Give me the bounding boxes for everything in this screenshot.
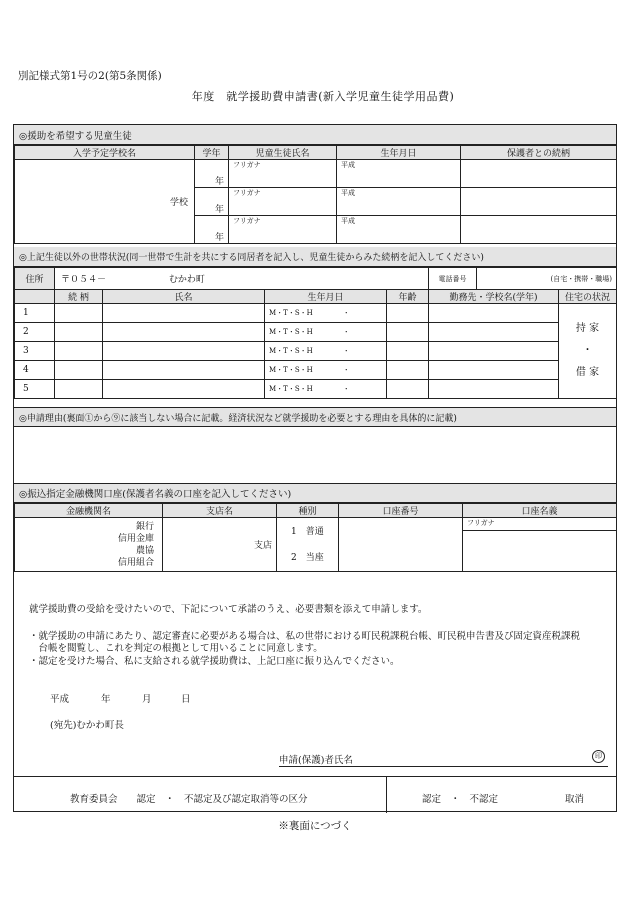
declaration-bullet1b: 台帳を閲覧し、これを判定の根拠として用いることに同意します。 (29, 643, 323, 654)
office-result: 認定 ・ 不認定 (422, 794, 499, 805)
house-dot: ・ (582, 345, 593, 356)
col-household-birth: 生年月日 (265, 290, 387, 304)
date-month: 月 (142, 694, 152, 705)
birth-field[interactable] (265, 342, 387, 361)
row-number: 4 (15, 361, 55, 380)
age-field[interactable] (387, 361, 429, 380)
work-field[interactable] (429, 342, 559, 361)
era-options: M・T・S・H (269, 385, 313, 393)
date-dot: ・ (342, 366, 350, 374)
section-reason-title: ◎申請理由(裏面①から⑨に該当しない場合に記載。経済状況など就学援助を必要とする理由を具体的に記載) (14, 407, 616, 427)
col-household-age: 年齢 (387, 290, 429, 304)
address-row (14, 267, 617, 290)
era-label: 平成 (341, 217, 355, 225)
table-row (15, 380, 617, 399)
relation-field[interactable] (55, 342, 103, 361)
row-number: 2 (15, 323, 55, 342)
col-grade: 学年 (195, 146, 229, 160)
relation-field[interactable] (55, 361, 103, 380)
col-household-name: 氏名 (103, 290, 265, 304)
birth-field[interactable] (265, 323, 387, 342)
account-holder-field[interactable] (463, 518, 617, 572)
declaration-main: 就学援助費の受給を受けたいので、下記について承諾のうえ、必要書類を添えて申請します。 (29, 604, 428, 615)
account-number-field[interactable] (339, 518, 463, 572)
work-field[interactable] (429, 304, 559, 323)
declaration-bullet1a: ・就学援助の申請にあたり、認定審査に必要がある場合は、私の世帯における町民税課税台帳、町民税申告書及び固定資産税課税 (29, 631, 581, 642)
furigana-label: フリガナ (233, 189, 261, 197)
col-relation: 保護者との続柄 (461, 146, 617, 160)
relation-field[interactable] (461, 160, 617, 188)
age-field[interactable] (387, 323, 429, 342)
branch-suffix: 支店 (253, 541, 272, 551)
row-number: 5 (15, 380, 55, 399)
child-name-field[interactable] (229, 216, 337, 244)
date-dot: ・ (342, 328, 350, 336)
grade-suffix: 年 (214, 205, 224, 215)
type-regular: 1 普通 (291, 526, 324, 537)
bank-type-shinkin: 信用金庫 (117, 533, 154, 544)
house-own: 持 家 (575, 323, 600, 334)
work-field[interactable] (429, 380, 559, 399)
work-field[interactable] (429, 323, 559, 342)
housing-status[interactable] (559, 304, 617, 399)
type-checking: 2 当座 (291, 552, 324, 563)
holder-furigana: フリガナ (463, 518, 616, 531)
name-field[interactable] (103, 323, 265, 342)
applicant-name-field[interactable] (366, 751, 606, 765)
era-options: M・T・S・H (269, 309, 313, 317)
house-rent: 借 家 (575, 367, 600, 378)
section-child-title: ◎援助を希望する児童生徒 (14, 125, 616, 145)
name-field[interactable] (103, 304, 265, 323)
document-title: 年度 就学援助費申請書(新入学児童生徒学用品費) (191, 90, 455, 103)
phone-label: 電話番号 (429, 268, 477, 290)
address-label: 住所 (15, 268, 55, 290)
addressee: (宛先)むかわ町長 (50, 720, 124, 731)
reason-textarea[interactable] (14, 427, 616, 483)
relation-field[interactable] (461, 188, 617, 216)
table-row (15, 304, 617, 323)
furigana-label: フリガナ (233, 217, 261, 225)
child-table (14, 145, 617, 244)
grade-suffix: 年 (214, 233, 224, 243)
col-account-holder: 口座名義 (463, 504, 617, 518)
date-era: 平成 (50, 694, 70, 705)
era-label: 平成 (341, 189, 355, 197)
birth-field[interactable] (265, 304, 387, 323)
relation-field[interactable] (55, 323, 103, 342)
col-account-type: 種別 (277, 504, 339, 518)
era-options: M・T・S・H (269, 347, 313, 355)
era-options: M・T・S・H (269, 366, 313, 374)
age-field[interactable] (387, 342, 429, 361)
town-name: むかわ町 (168, 275, 205, 285)
col-bank: 金融機関名 (15, 504, 163, 518)
child-name-field[interactable] (229, 160, 337, 188)
office-divider (14, 776, 616, 777)
seal-mark: 印 (592, 750, 605, 763)
col-school: 入学予定学校名 (15, 146, 195, 160)
work-field[interactable] (429, 361, 559, 380)
application-form (13, 124, 617, 812)
relation-field[interactable] (55, 304, 103, 323)
birthdate-field[interactable] (337, 188, 461, 216)
col-household-relation: 続 柄 (55, 290, 103, 304)
date-dot: ・ (342, 385, 350, 393)
grade-field[interactable] (195, 216, 229, 244)
table-row (15, 323, 617, 342)
name-field[interactable] (103, 380, 265, 399)
relation-field[interactable] (55, 380, 103, 399)
bank-type-shinkumi: 信用組合 (117, 557, 154, 568)
date-year: 年 (101, 694, 111, 705)
col-household-house: 住宅の状況 (559, 290, 617, 304)
footer-note: ※裏面につづく (278, 820, 352, 832)
grade-suffix: 年 (214, 177, 224, 187)
account-type-field[interactable] (277, 518, 339, 572)
household-table (14, 289, 617, 399)
form-reference: 別記様式第1号の2(第5条関係) (18, 70, 162, 82)
age-field[interactable] (387, 380, 429, 399)
date-dot: ・ (342, 309, 350, 317)
col-account-number: 口座番号 (339, 504, 463, 518)
office-vdivider (386, 776, 387, 813)
bank-table (14, 503, 617, 572)
phone-field[interactable] (477, 268, 617, 290)
phone-note: (自宅・携帯・職場) (550, 274, 612, 283)
office-cancel: 取消 (565, 794, 585, 805)
section-bank-title: ◎振込指定金融機関口座(保護者名義の口座を記入してください) (14, 483, 616, 503)
era-label: 平成 (341, 161, 355, 169)
birth-field[interactable] (265, 361, 387, 380)
school-suffix: 学校 (169, 198, 188, 208)
section-household-title: ◎上記生徒以外の世帯状況(同一世帯で生計を共にする同居者を記入し、児童生徒からみた続柄を記入してください) (14, 247, 616, 267)
grade-field[interactable] (195, 188, 229, 216)
postal-code: 〒０５４－ (61, 275, 107, 285)
birthdate-field[interactable] (337, 160, 461, 188)
grade-field[interactable] (195, 160, 229, 188)
row-number: 3 (15, 342, 55, 361)
table-row (15, 342, 617, 361)
bank-type-nokyo: 農協 (135, 545, 154, 556)
row-number: 1 (15, 304, 55, 323)
bank-name-field[interactable] (15, 518, 163, 572)
col-child-name: 児童生徒氏名 (229, 146, 337, 160)
name-field[interactable] (103, 342, 265, 361)
furigana-label: フリガナ (233, 161, 261, 169)
declaration-bullet2: ・認定を受けた場合、私に支給される就学援助費は、上記口座に振り込んでください。 (29, 656, 400, 667)
school-name-field[interactable] (15, 160, 195, 244)
address-field[interactable] (55, 268, 429, 290)
age-field[interactable] (387, 304, 429, 323)
date-dot: ・ (342, 347, 350, 355)
name-field[interactable] (103, 361, 265, 380)
branch-field[interactable] (163, 518, 277, 572)
col-household-work: 勤務先・学校名(学年) (429, 290, 559, 304)
signature-line (279, 766, 608, 767)
table-row (15, 361, 617, 380)
birthdate-field[interactable] (337, 216, 461, 244)
bank-type-bank: 銀行 (135, 521, 154, 532)
child-name-field[interactable] (229, 188, 337, 216)
office-left-label: 教育委員会 認定 ・ 不認定及び認定取消等の区分 (70, 794, 308, 805)
date-day: 日 (181, 694, 191, 705)
col-birthdate: 生年月日 (337, 146, 461, 160)
applicant-label: 申請(保護)者氏名 (279, 755, 353, 766)
relation-field[interactable] (461, 216, 617, 244)
birth-field[interactable] (265, 380, 387, 399)
era-options: M・T・S・H (269, 328, 313, 336)
col-branch: 支店名 (163, 504, 277, 518)
